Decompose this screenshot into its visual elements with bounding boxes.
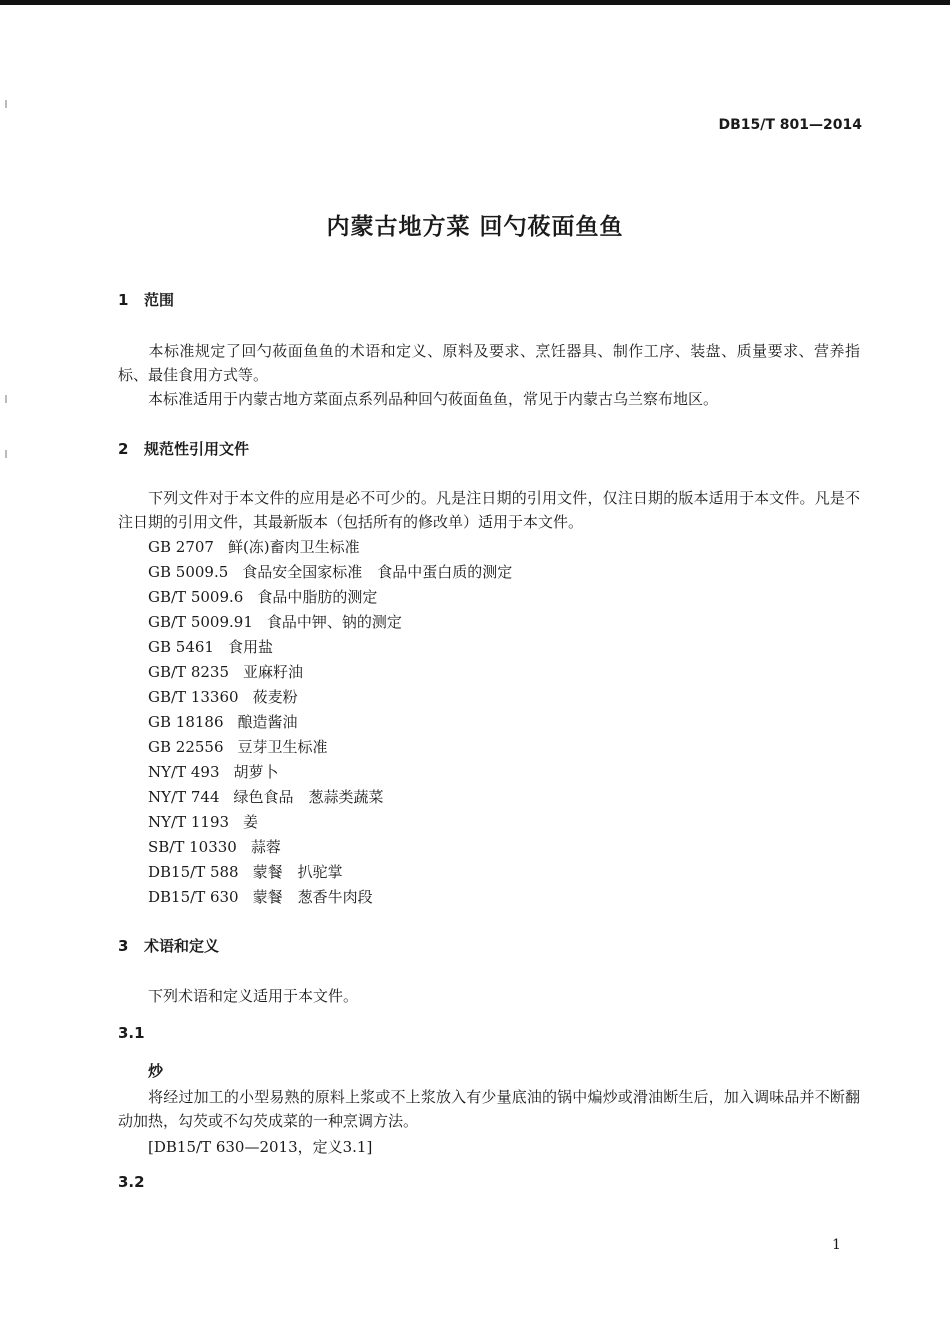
section-title: 术语和定义: [144, 937, 220, 955]
reference-item: [148, 586, 377, 607]
reference-title: 蒙餐 葱香牛肉段: [252, 888, 373, 906]
reference-title: 酿造酱油: [237, 713, 298, 731]
reference-code: NY/T 493: [148, 763, 220, 781]
term-3-1-source: [DB15/T 630—2013，定义3.1]: [148, 1138, 373, 1156]
section-3-heading: [118, 935, 219, 956]
reference-title: 蒜蓉: [250, 838, 281, 856]
scan-margin-mark: [5, 100, 7, 108]
term-3-2-number: 3.2: [118, 1173, 145, 1191]
reference-item: [148, 761, 279, 782]
section-number: 1: [118, 291, 129, 309]
term-3-1-definition: [118, 1085, 860, 1133]
reference-item: [148, 636, 273, 657]
term-3-1-name: 炒: [148, 1062, 164, 1080]
reference-title: 亚麻籽油: [243, 663, 304, 681]
paragraph-text: 将经过加工的小型易熟的原料上浆或不上浆放入有少量底油的锅中煸炒或滑油断生后，加入调味品并不断翻动加热，勾芡或不勾芡成菜的一种烹调方法。: [118, 1088, 860, 1130]
reference-title: 食品中钾、钠的测定: [266, 613, 402, 631]
page-number: 1: [832, 1237, 841, 1253]
reference-title: 蒙餐 扒驼掌: [252, 863, 343, 881]
reference-item: [148, 861, 343, 882]
section-title: 规范性引用文件: [144, 440, 250, 458]
reference-code: SB/T 10330: [148, 838, 237, 856]
reference-item: [148, 561, 512, 582]
reference-title: 食用盐: [227, 638, 273, 656]
reference-code: NY/T 744: [148, 788, 220, 806]
reference-code: GB 22556: [148, 738, 224, 756]
reference-code: DB15/T 588: [148, 863, 239, 881]
section-2-heading: [118, 438, 249, 459]
section-3-intro: [118, 984, 860, 1008]
reference-item: [148, 686, 298, 707]
reference-item: [148, 836, 281, 857]
reference-item: [148, 786, 384, 807]
paragraph-text: 本标准适用于内蒙古地方菜面点系列品种回勺莜面鱼鱼，常见于内蒙古乌兰察布地区。: [148, 390, 719, 408]
paragraph-text: 本标准规定了回勺莜面鱼鱼的术语和定义、原料及要求、烹饪器具、制作工序、装盘、质量要求、营养指标、最佳食用方式等。: [118, 342, 860, 384]
section-1-paragraph-2: [118, 387, 860, 411]
scan-margin-mark: [5, 395, 7, 403]
standard-number: DB15/T 801—2014: [718, 117, 862, 133]
reference-code: GB 2707: [148, 538, 214, 556]
section-1-heading: [118, 289, 174, 310]
reference-code: GB/T 5009.6: [148, 588, 244, 606]
reference-code: GB/T 5009.91: [148, 613, 253, 631]
reference-title: 食品安全国家标准 食品中蛋白质的测定: [242, 563, 513, 581]
reference-title: 姜: [243, 813, 259, 831]
reference-code: GB 18186: [148, 713, 224, 731]
paragraph-text: 下列文件对于本文件的应用是必不可少的。凡是注日期的引用文件，仅注日期的版本适用于本文件。凡是不注日期的引用文件，其最新版本（包括所有的修改单）适用于本文件。: [118, 489, 860, 531]
reference-title: 食品中脂肪的测定: [257, 588, 378, 606]
paragraph-text: 下列术语和定义适用于本文件。: [148, 987, 359, 1005]
section-number: 3: [118, 937, 129, 955]
reference-item: [148, 736, 328, 757]
reference-code: GB/T 13360: [148, 688, 239, 706]
reference-item: [148, 886, 373, 907]
section-title: 范围: [144, 291, 175, 309]
reference-title: 豆芽卫生标准: [237, 738, 328, 756]
section-number: 2: [118, 440, 129, 458]
reference-code: GB 5461: [148, 638, 214, 656]
section-1-paragraph-1: [118, 339, 860, 387]
reference-item: [148, 661, 303, 682]
section-2-intro: [118, 486, 860, 534]
reference-item: [148, 711, 298, 732]
term-3-1-number: 3.1: [118, 1024, 145, 1042]
reference-code: DB15/T 630: [148, 888, 239, 906]
reference-title: 莜麦粉: [252, 688, 298, 706]
reference-code: NY/T 1193: [148, 813, 230, 831]
reference-item: [148, 611, 402, 632]
reference-title: 绿色食品 葱蒜类蔬菜: [233, 788, 384, 806]
reference-title: 胡萝卜: [233, 763, 279, 781]
reference-code: GB/T 8235: [148, 663, 230, 681]
scan-top-edge: [0, 0, 950, 5]
document-title: 内蒙古地方菜 回勺莜面鱼鱼: [326, 214, 624, 240]
reference-item: [148, 536, 360, 557]
reference-item: [148, 811, 258, 832]
scan-margin-mark: [5, 450, 7, 458]
reference-code: GB 5009.5: [148, 563, 229, 581]
reference-title: 鲜(冻)畜肉卫生标准: [227, 538, 360, 556]
